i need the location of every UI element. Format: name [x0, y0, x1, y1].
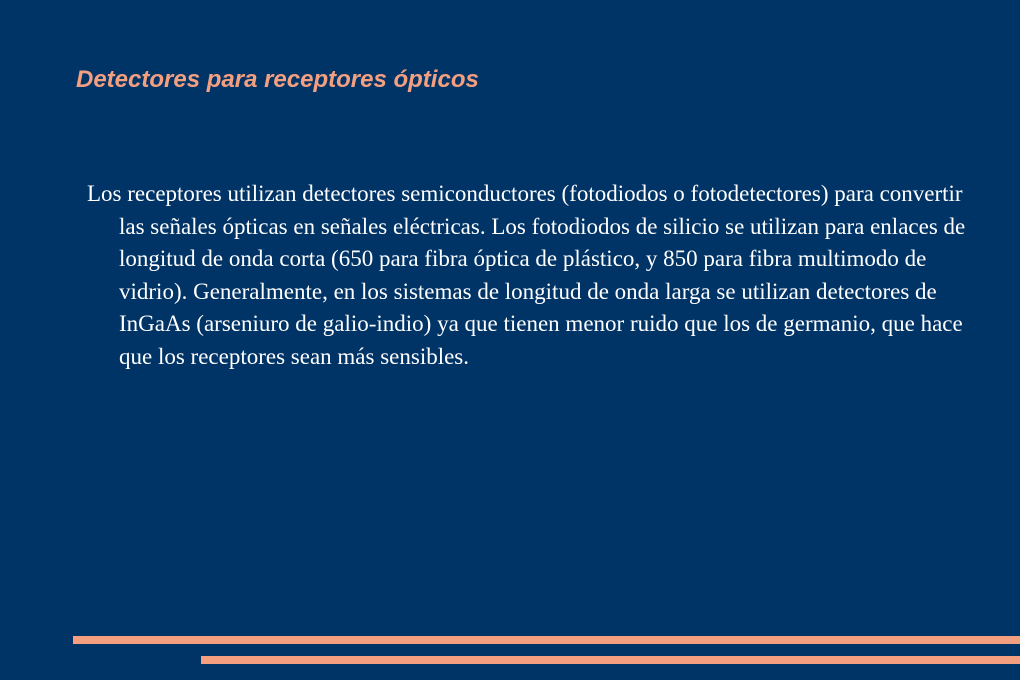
slide-title: Detectores para receptores ópticos [76, 66, 479, 93]
body-paragraph: Los receptores utilizan detectores semiconductores (fotodiodos o fotodetectores) para convertir las señales ópticas en señales eléctricas. Los fotodiodos de silicio se utilizan para enlaces de longitud de onda corta (650 para fibra óptica de plástico, y 850 para fibra multimodo de vidrio). Generalmente, en los sistemas de longitud de onda larga se utilizan detectores de InGaAs (arseniuro de galio-indio) ya que tienen menor ruido que los de germanio, que hace que los receptores sean más sensibles. [87, 181, 966, 369]
accent-bar-bottom [201, 656, 1020, 664]
accent-bar-top [73, 636, 1020, 644]
slide-body [87, 178, 967, 373]
